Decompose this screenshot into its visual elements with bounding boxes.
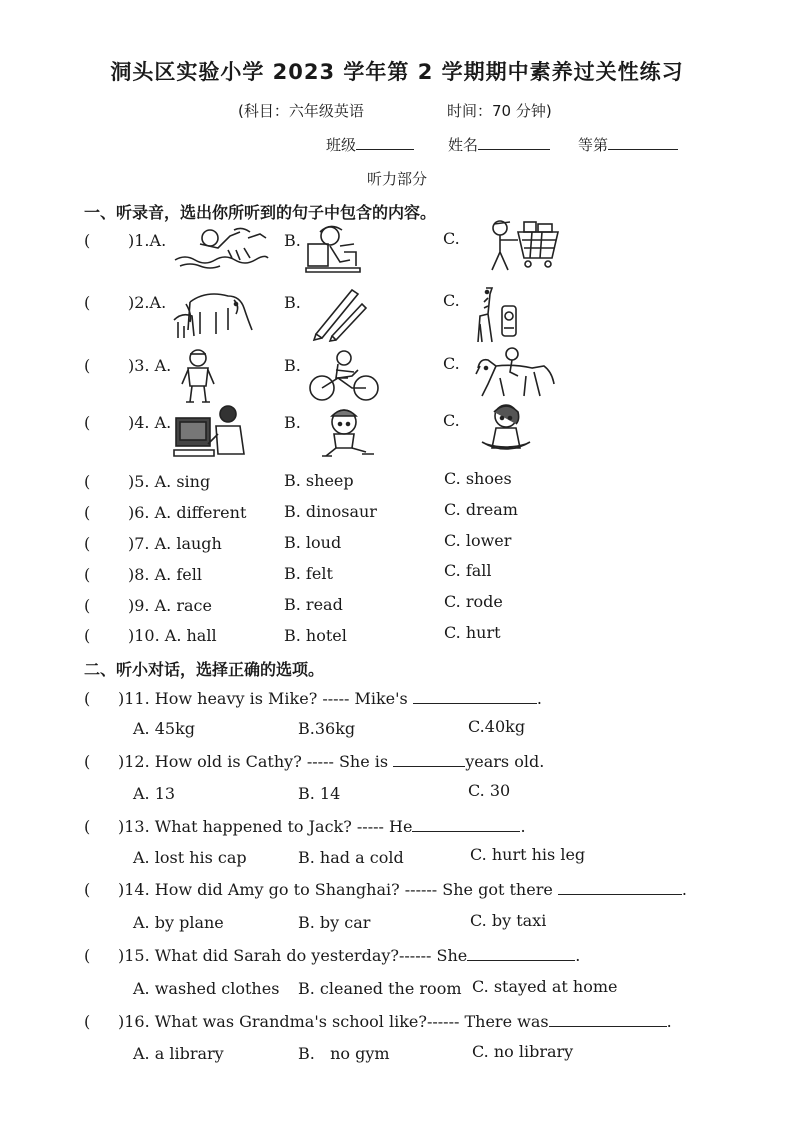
- subject-label: (科目：六年级英语: [238, 102, 364, 120]
- option-c: C. rode: [444, 592, 503, 611]
- class-field: [326, 134, 414, 155]
- option-c-label: C.: [443, 354, 460, 373]
- grade-label: 等第: [578, 136, 609, 154]
- option-b: B. by car: [298, 913, 371, 932]
- name-label: 姓名: [448, 136, 479, 154]
- option-b-label: B.: [284, 413, 301, 432]
- option-b: B. hotel: [284, 626, 347, 645]
- child-skating-picture: [316, 404, 378, 460]
- class-label: 班级: [326, 136, 357, 154]
- answer-paren: (: [84, 596, 91, 615]
- question-option-a: )10. A. hall: [128, 626, 217, 645]
- answer-paren: (: [84, 626, 91, 645]
- option-c: C. stayed at home: [472, 977, 618, 996]
- option-b: B. no gym: [298, 1044, 390, 1063]
- boy-walking-picture: [176, 348, 220, 404]
- option-c: C.40kg: [468, 717, 526, 736]
- option-c: C. no library: [472, 1042, 574, 1061]
- answer-blank: [549, 1012, 667, 1027]
- answer-paren: (: [84, 880, 91, 899]
- option-a: A. 45kg: [133, 719, 196, 738]
- question-number: )3. A.: [128, 356, 172, 375]
- question-text: )15. What did Sarah do yesterday?------ She .: [118, 946, 581, 965]
- answer-paren: (: [84, 534, 91, 553]
- answer-paren: (: [84, 689, 91, 708]
- question-text: )13. What happened to Jack? ----- He .: [118, 817, 526, 836]
- question-number: )1.A.: [128, 231, 167, 250]
- option-c-label: C.: [443, 229, 460, 248]
- option-c: C. dream: [444, 500, 518, 519]
- answer-paren: (: [84, 946, 91, 965]
- option-b-label: B.: [284, 356, 301, 375]
- name-blank: [478, 135, 550, 150]
- answer-blank: [558, 880, 682, 895]
- option-c: C. 30: [468, 781, 511, 800]
- girl-shopping-picture: [478, 218, 562, 274]
- answer-paren: (: [84, 413, 91, 432]
- option-c: C. hurt: [444, 623, 501, 642]
- option-b-label: B.: [284, 293, 301, 312]
- grade-blank: [608, 135, 678, 150]
- option-c: C. hurt his leg: [470, 845, 586, 864]
- option-c: C. lower: [444, 531, 512, 550]
- question-text: )16. What was Grandma's school like?------ There was .: [118, 1012, 672, 1031]
- option-b: B. read: [284, 595, 343, 614]
- boy-swimming-picture: [170, 222, 270, 270]
- name-field: [448, 134, 550, 155]
- option-b: B. sheep: [284, 471, 354, 490]
- option-b: B.36kg: [298, 719, 356, 738]
- question-option-a: )8. A. fell: [128, 565, 202, 584]
- question-text: )14. How did Amy go to Shanghai? ------ She got there .: [118, 880, 688, 899]
- answer-blank: [412, 817, 520, 832]
- girl-washing-picture: [478, 400, 536, 458]
- option-b: B. loud: [284, 533, 342, 552]
- answer-paren: (: [84, 1012, 91, 1031]
- elephants-picture: [170, 286, 254, 342]
- question-number: )4. A.: [128, 413, 172, 432]
- question-number: )2.A.: [128, 293, 167, 312]
- question-option-a: )9. A. race: [128, 596, 212, 615]
- answer-blank: [467, 946, 575, 961]
- grade-field: [578, 134, 678, 155]
- option-b-label: B.: [284, 231, 301, 250]
- option-a: A. washed clothes: [133, 979, 280, 998]
- boy-computer-picture: [172, 404, 248, 460]
- option-a: A. lost his cap: [133, 848, 247, 867]
- option-a: A. a library: [133, 1044, 224, 1063]
- answer-paren: (: [84, 472, 91, 491]
- exam-title: 洞头区实验小学 2023 学年第 2 学期期中素养过关性练习: [110, 60, 684, 84]
- answer-blank: [393, 752, 465, 767]
- option-c: C. shoes: [444, 469, 512, 488]
- option-c: C. fall: [444, 561, 492, 580]
- boy-picture: [300, 222, 364, 274]
- option-b: B. 14: [298, 784, 341, 803]
- answer-paren: (: [84, 752, 91, 771]
- question-text: )12. How old is Cathy? ----- She is years old.: [118, 752, 545, 771]
- answer-paren: (: [84, 503, 91, 522]
- section2-heading: 二、听小对话，选择正确的选项。: [84, 660, 325, 679]
- pencils-picture: [306, 284, 370, 342]
- answer-paren: (: [84, 565, 91, 584]
- giraffe-picture: [466, 284, 526, 344]
- answer-paren: (: [84, 231, 91, 250]
- time-label: 时间：70 分钟): [447, 102, 552, 120]
- question-option-a: )6. A. different: [128, 503, 247, 522]
- boy-cycling-picture: [308, 348, 382, 404]
- option-b: B. felt: [284, 564, 333, 583]
- answer-paren: (: [84, 817, 91, 836]
- class-blank: [356, 135, 414, 150]
- question-option-a: )7. A. laugh: [128, 534, 222, 553]
- option-b: B. had a cold: [298, 848, 404, 867]
- answer-paren: (: [84, 356, 91, 375]
- section1-heading: 一、听录音，选出你所听到的句子中包含的内容。: [84, 203, 437, 222]
- answer-paren: (: [84, 293, 91, 312]
- option-a: A. 13: [133, 784, 176, 803]
- answer-blank: [413, 689, 537, 704]
- option-a: A. by plane: [133, 913, 224, 932]
- option-c-label: C.: [443, 291, 460, 310]
- listening-section-title: 听力部分: [366, 170, 427, 188]
- question-option-a: )5. A. sing: [128, 472, 211, 491]
- option-c: C. by taxi: [470, 911, 547, 930]
- option-c-label: C.: [443, 411, 460, 430]
- option-b: B. cleaned the room: [298, 979, 462, 998]
- question-text: )11. How heavy is Mike? ----- Mike's .: [118, 689, 542, 708]
- horse-riding-picture: [470, 344, 558, 402]
- option-b: B. dinosaur: [284, 502, 377, 521]
